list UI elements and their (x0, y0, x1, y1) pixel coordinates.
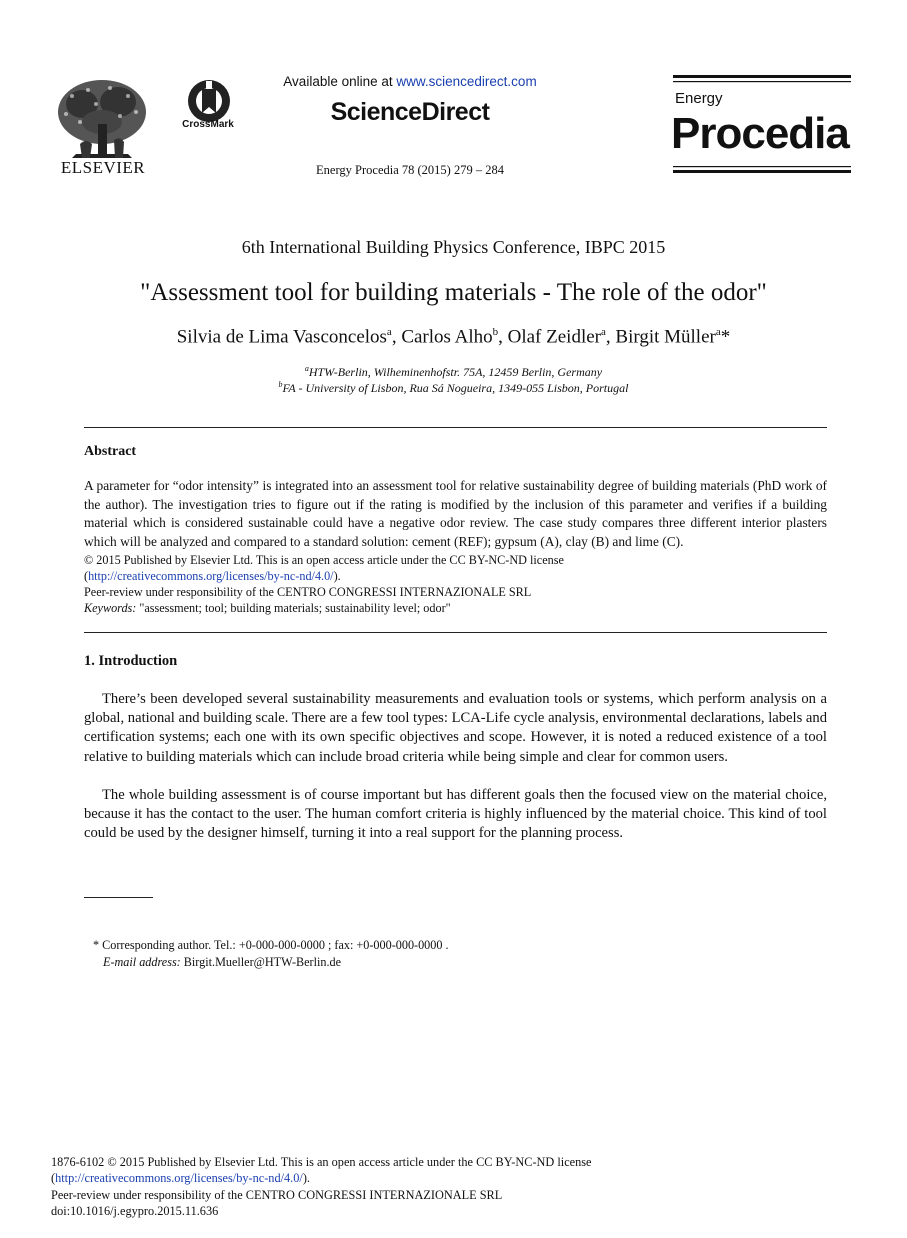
license-close: ). (302, 1171, 310, 1185)
body-paragraph: The whole building assessment is of course important but has different goals then the focused view on the material choice, because it has the contact to the user. The human comfort criteria is highly influenced by the material choice. This kind of tool could be used by the designer himself, turning it into a real support for the planning process. (84, 787, 827, 842)
license-line (84, 568, 827, 584)
conference-name: 6th International Building Physics Conference, IBPC 2015 (241, 237, 666, 257)
email-address: Birgit.Mueller@HTW-Berlin.de (180, 955, 342, 969)
journal-logo-rules-bottom (673, 164, 851, 176)
journal-logo-rules-top (673, 75, 851, 85)
divider (84, 427, 827, 428)
keywords-line (84, 600, 827, 616)
abstract-text: A parameter for “odor intensity” is integrated into an assessment tool for relative sustainability degree of building materials (PhD work of the author). The investigation tries to figure out if the rating is modified by the inclusion of this parameter and verifies if a building material which is considered sustainable could have a negative odor review. The case study compares three different interior plasters which will be analyzed and compared to a standard solution: cement (REF); gypsum (A), clay (B) and lime (C). (84, 478, 827, 549)
author-affiliation-mark: a (386, 326, 392, 338)
paper-title: "Assessment tool for building materials - The role of the odor" (140, 279, 767, 306)
doi-line: doi:10.1016/j.egypro.2015.11.636 (51, 1204, 219, 1218)
body-paragraph: There’s been developed several sustainability measurements and evaluation tools or systems, which perform analysis on a global, national and building scale. There are a few tool types: LCA-Life cycle analysis, environmental declarations, labels and certification systems; each one with its own specific objectives and scope. However, it is noted a reduced existence of a tool relative to building materials which can include broad criteria while being simple and clear for common users. (84, 691, 827, 765)
affiliation (0, 364, 907, 380)
journal-logo-small: Energy (675, 90, 723, 107)
issn-line: 1876-6102 © 2015 Published by Elsevier Ltd. This is an open access article under the CC BY-NC-ND license (51, 1155, 592, 1169)
footer-peer-review: Peer-review under responsibility of the CENTRO CONGRESSI INTERNAZIONALE SRL (51, 1188, 503, 1202)
author-separator: , (498, 326, 508, 348)
author-name: Olaf Zeidler (507, 326, 601, 348)
keywords-label: Keywords: (84, 601, 137, 615)
corresponding-author-mark: * (720, 326, 731, 348)
divider (84, 632, 827, 633)
affiliation-text: HTW-Berlin, Wilheminenhofstr. 75A, 12459 Berlin, Germany (308, 365, 603, 379)
available-prefix: Available online at (283, 74, 397, 89)
journal-reference: Energy Procedia 78 (2015) 279 – 284 (316, 163, 504, 177)
email-label: E-mail address: (103, 955, 181, 969)
author-affiliation-mark: b (492, 326, 499, 338)
section-heading: 1. Introduction (84, 653, 178, 669)
license-close: ). (333, 569, 341, 583)
affiliation-mark: b (278, 380, 283, 389)
affiliation-text: FA - University of Lisbon, Rua Sá Nogueira, 1349-055 Lisbon, Portugal (282, 381, 629, 395)
affiliation-mark: a (304, 364, 309, 373)
available-online-line (260, 74, 560, 89)
author-separator: , (605, 326, 616, 348)
author-name: Carlos Alho (401, 326, 493, 348)
author-name: Silvia de Lima Vasconcelos (176, 326, 387, 348)
email-note (103, 954, 341, 970)
author-name: Birgit Müller (615, 326, 716, 348)
license-open: ( (84, 569, 89, 583)
author-separator: , (391, 326, 402, 348)
footnote-divider (84, 897, 153, 898)
sciencedirect-link[interactable]: www.sciencedirect.com (396, 74, 537, 89)
author-affiliation-mark: a (601, 326, 606, 338)
license-link[interactable]: http://creativecommons.org/licenses/by-nc-nd/4.0/ (88, 569, 334, 583)
crossmark-label: CrossMark (182, 119, 234, 130)
author-list (0, 326, 907, 348)
footer-license-link[interactable]: http://creativecommons.org/licenses/by-nc-nd/4.0/ (55, 1171, 303, 1185)
license-open: ( (51, 1171, 56, 1185)
sciencedirect-logo-text: ScienceDirect (330, 98, 490, 126)
publisher-name: ELSEVIER (60, 158, 146, 177)
footer-license-line (51, 1170, 310, 1186)
peer-review-line: Peer-review under responsibility of the CENTRO CONGRESSI INTERNAZIONALE SRL (84, 585, 532, 599)
author-affiliation-mark: a (715, 326, 721, 338)
abstract-heading: Abstract (84, 444, 137, 459)
copyright-line: © 2015 Published by Elsevier Ltd. This is an open access article under the CC BY-NC-ND license (84, 553, 564, 567)
keywords-text: "assessment; tool; building materials; sustainability level; odor" (136, 601, 451, 615)
journal-logo-large: Procedia (671, 109, 849, 158)
corresponding-author-note: * Corresponding author. Tel.: +0-000-000-0000 ; fax: +0-000-000-0000 . (93, 938, 449, 952)
affiliation (0, 380, 907, 396)
